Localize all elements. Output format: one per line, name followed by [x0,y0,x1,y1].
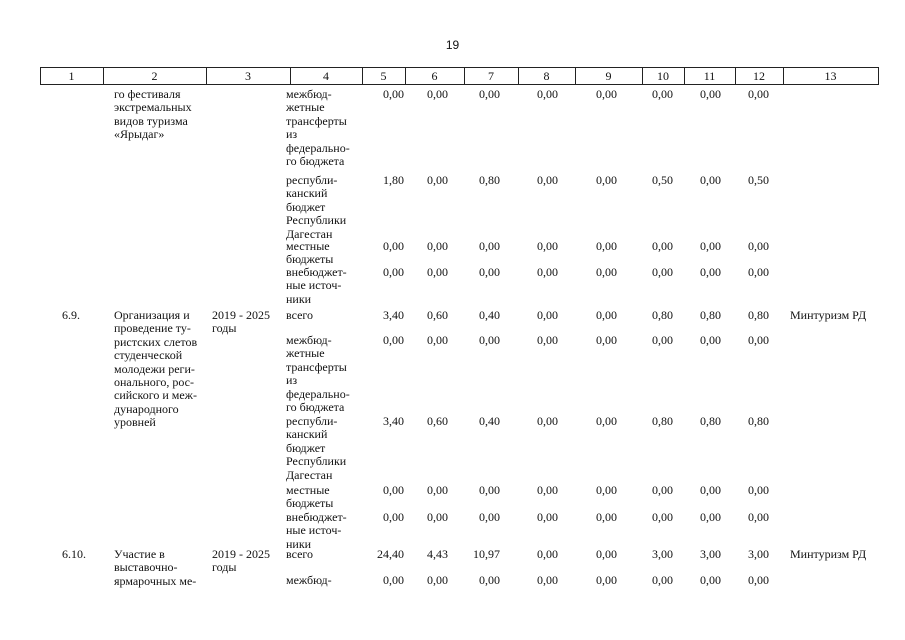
header-cell: 3 [245,69,251,83]
amount-cell: 0,00 [700,87,721,101]
amount-cell: 0,00 [427,333,448,347]
amount-cell: 0,00 [427,483,448,497]
funding-source-line: ники [286,536,312,551]
amount-cell: 0,00 [652,87,673,101]
amount-cell: 0,00 [652,510,673,524]
amount-cell: 0,00 [383,573,404,587]
amount-cell: 0,00 [427,265,448,279]
item-number: 6.9. [62,308,80,322]
item-name-line: онального, рос- [114,375,194,389]
item-period-line: годы [212,321,237,336]
item-name-line: молодежи реги- [114,361,195,376]
amount-cell: 0,00 [479,573,500,587]
amount-cell: 0,00 [652,333,673,347]
amount-cell: 0,00 [427,239,448,253]
amount-cell: 0,00 [652,573,673,587]
amount-cell: 0,00 [537,573,558,587]
amount-cell: 0,00 [537,308,558,322]
amount-cell: 0,00 [479,87,500,101]
header-cell: 5 [380,69,387,83]
funding-source-line: ные источ- [286,278,342,293]
amount-cell: 0,00 [479,239,500,253]
page-number: 19 [445,38,460,52]
amount-cell: 0,00 [748,239,769,253]
header-bottom-rule [40,84,878,85]
amount-cell: 0,40 [479,414,500,428]
funding-source-line: всего [286,308,314,322]
amount-cell: 0,00 [383,239,404,253]
amount-cell: 0,00 [700,483,721,497]
amount-cell: 0,00 [596,239,617,253]
amount-cell: 0,00 [748,87,769,101]
item-period-line: 2019 - 2025 [212,308,270,322]
item-name-line: дународного [114,401,179,416]
funding-source-line: бюджет [286,199,326,214]
funding-source-line: межбюд- [286,87,332,101]
header-cell: 6 [431,69,438,83]
amount-cell: 0,00 [537,87,558,101]
amount-cell: 0,00 [537,239,558,253]
amount-cell: 0,80 [700,308,721,322]
amount-cell: 0,00 [700,239,721,253]
item-number: 6.10. [62,547,86,561]
funding-source-line: федерально- [286,386,350,401]
amount-cell: 24,40 [377,547,404,561]
amount-cell: 0,00 [748,483,769,497]
amount-cell: 0,00 [537,414,558,428]
amount-cell: 0,00 [652,239,673,253]
item-name-line: ристских слетов [114,334,198,349]
item-name-line: «Ярыдаг» [114,127,165,142]
amount-cell: 0,80 [700,414,721,428]
funding-source-line: местные [286,239,330,253]
amount-cell: 0,80 [748,414,769,428]
funding-source-line: Республики [286,213,347,228]
amount-cell: 0,00 [748,265,769,279]
amount-cell: 0,00 [427,173,448,187]
amount-cell: 0,00 [596,87,617,101]
funding-source-line: республи- [286,173,338,187]
funding-source-line: межбюд- [286,573,332,587]
funding-source-line: го бюджета [286,154,345,168]
amount-cell: 0,00 [479,333,500,347]
amount-cell: 0,00 [479,510,500,524]
amount-cell: 0,00 [427,573,448,587]
amount-cell: 0,00 [427,510,448,524]
amount-cell: 3,00 [748,547,769,561]
funding-source-line: бюджет [286,440,326,455]
amount-cell: 0,00 [700,265,721,279]
amount-cell: 0,80 [479,173,500,187]
amount-cell: 4,43 [427,547,448,561]
funding-source-line: канский [286,186,328,201]
item-executor: Минтуризм РД [790,308,867,322]
funding-source-line: жетные [286,100,325,115]
amount-cell: 0,80 [652,308,673,322]
header-cell: 8 [543,69,550,83]
amount-cell: 0,60 [427,308,448,322]
amount-cell: 0,00 [427,87,448,101]
amount-cell: 0,40 [479,308,500,322]
amount-cell: 0,80 [652,414,673,428]
funding-source-line: бюджеты [286,496,334,511]
amount-cell: 0,00 [596,510,617,524]
amount-cell: 0,00 [537,265,558,279]
funding-source-line: из [286,373,298,388]
amount-cell: 0,00 [748,510,769,524]
header-cell: 1 [68,69,75,83]
amount-cell: 0,00 [700,573,721,587]
amount-cell: 3,00 [700,547,721,561]
funding-source-line: федерально- [286,140,350,155]
funding-source-line: ники [286,291,312,306]
amount-cell: 0,00 [596,333,617,347]
amount-cell: 0,50 [652,173,673,187]
header-cell: 7 [488,69,494,83]
funding-source-line: Дагестан [286,467,333,482]
amount-cell: 0,00 [479,265,500,279]
funding-source-line: внебюджет- [286,510,347,524]
amount-cell: 0,00 [383,483,404,497]
amount-cell: 3,40 [383,414,404,428]
header-cell: 9 [605,69,612,83]
amount-cell: 0,00 [537,173,558,187]
funding-source-line: канский [286,427,328,442]
amount-cell: 0,00 [596,547,617,561]
header-cell: 13 [824,69,837,83]
item-name-line: экстремальных [114,100,192,115]
amount-cell: 0,00 [596,573,617,587]
amount-cell: 0,00 [596,265,617,279]
header-cell: 11 [703,69,716,83]
header-cell: 12 [753,69,765,83]
amount-cell: 0,00 [748,333,769,347]
amount-cell: 3,40 [383,308,404,322]
amount-cell: 0,00 [383,87,404,101]
amount-cell: 0,00 [596,414,617,428]
amount-cell: 0,00 [596,483,617,497]
funding-source-line: межбюд- [286,333,332,347]
amount-cell: 0,00 [537,510,558,524]
item-name-line: сийского и меж- [114,388,197,403]
item-name-line: ярмарочных ме- [114,573,197,588]
funding-source-line: всего [286,547,314,561]
item-name-line: выставочно- [114,560,178,575]
funding-source-line: внебюджет- [286,265,347,279]
item-name-line: Организация и [114,308,190,322]
item-name-line: проведение ту- [114,321,191,336]
funding-source-line: жетные [286,346,325,361]
amount-cell: 0,00 [537,483,558,497]
item-period-line: 2019 - 2025 [212,547,270,561]
amount-cell: 0,00 [479,483,500,497]
funding-source-line: из [286,127,298,142]
item-name-line: студенческой [114,348,183,363]
amount-cell: 0,00 [383,265,404,279]
header-cell: 4 [323,69,329,83]
item-name-line: уровней [114,415,156,430]
funding-source-line: трансферты [286,359,347,374]
funding-source-line: Дагестан [286,226,333,241]
amount-cell: 1,80 [383,173,404,187]
amount-cell: 0,00 [537,547,558,561]
amount-cell: 10,97 [473,547,500,561]
amount-cell: 0,00 [748,573,769,587]
amount-cell: 0,80 [748,308,769,322]
amount-cell: 0,00 [383,510,404,524]
item-name-line: го фестиваля [114,87,181,101]
item-period-line: годы [212,560,237,575]
funding-source-line: го бюджета [286,400,345,414]
amount-cell: 0,00 [383,333,404,347]
amount-cell: 0,00 [700,510,721,524]
header-cell: 2 [151,69,158,83]
amount-cell: 0,00 [652,265,673,279]
item-name-line: Участие в [114,547,165,561]
amount-cell: 0,00 [700,333,721,347]
header-cell: 10 [657,69,669,83]
amount-cell: 3,00 [652,547,673,561]
amount-cell: 0,00 [537,333,558,347]
amount-cell: 0,00 [700,173,721,187]
funding-source-line: республи- [286,414,338,428]
amount-cell: 0,00 [652,483,673,497]
funding-source-line: ные источ- [286,523,342,538]
funding-source-line: трансферты [286,113,347,128]
funding-source-line: бюджеты [286,252,334,267]
amount-cell: 0,50 [748,173,769,187]
amount-cell: 0,60 [427,414,448,428]
item-executor: Минтуризм РД [790,547,867,561]
item-name-line: видов туризма [114,113,188,128]
header-column-divider [878,67,879,85]
amount-cell: 0,00 [596,173,617,187]
funding-source-line: Республики [286,454,347,469]
amount-cell: 0,00 [596,308,617,322]
funding-source-line: местные [286,483,330,497]
